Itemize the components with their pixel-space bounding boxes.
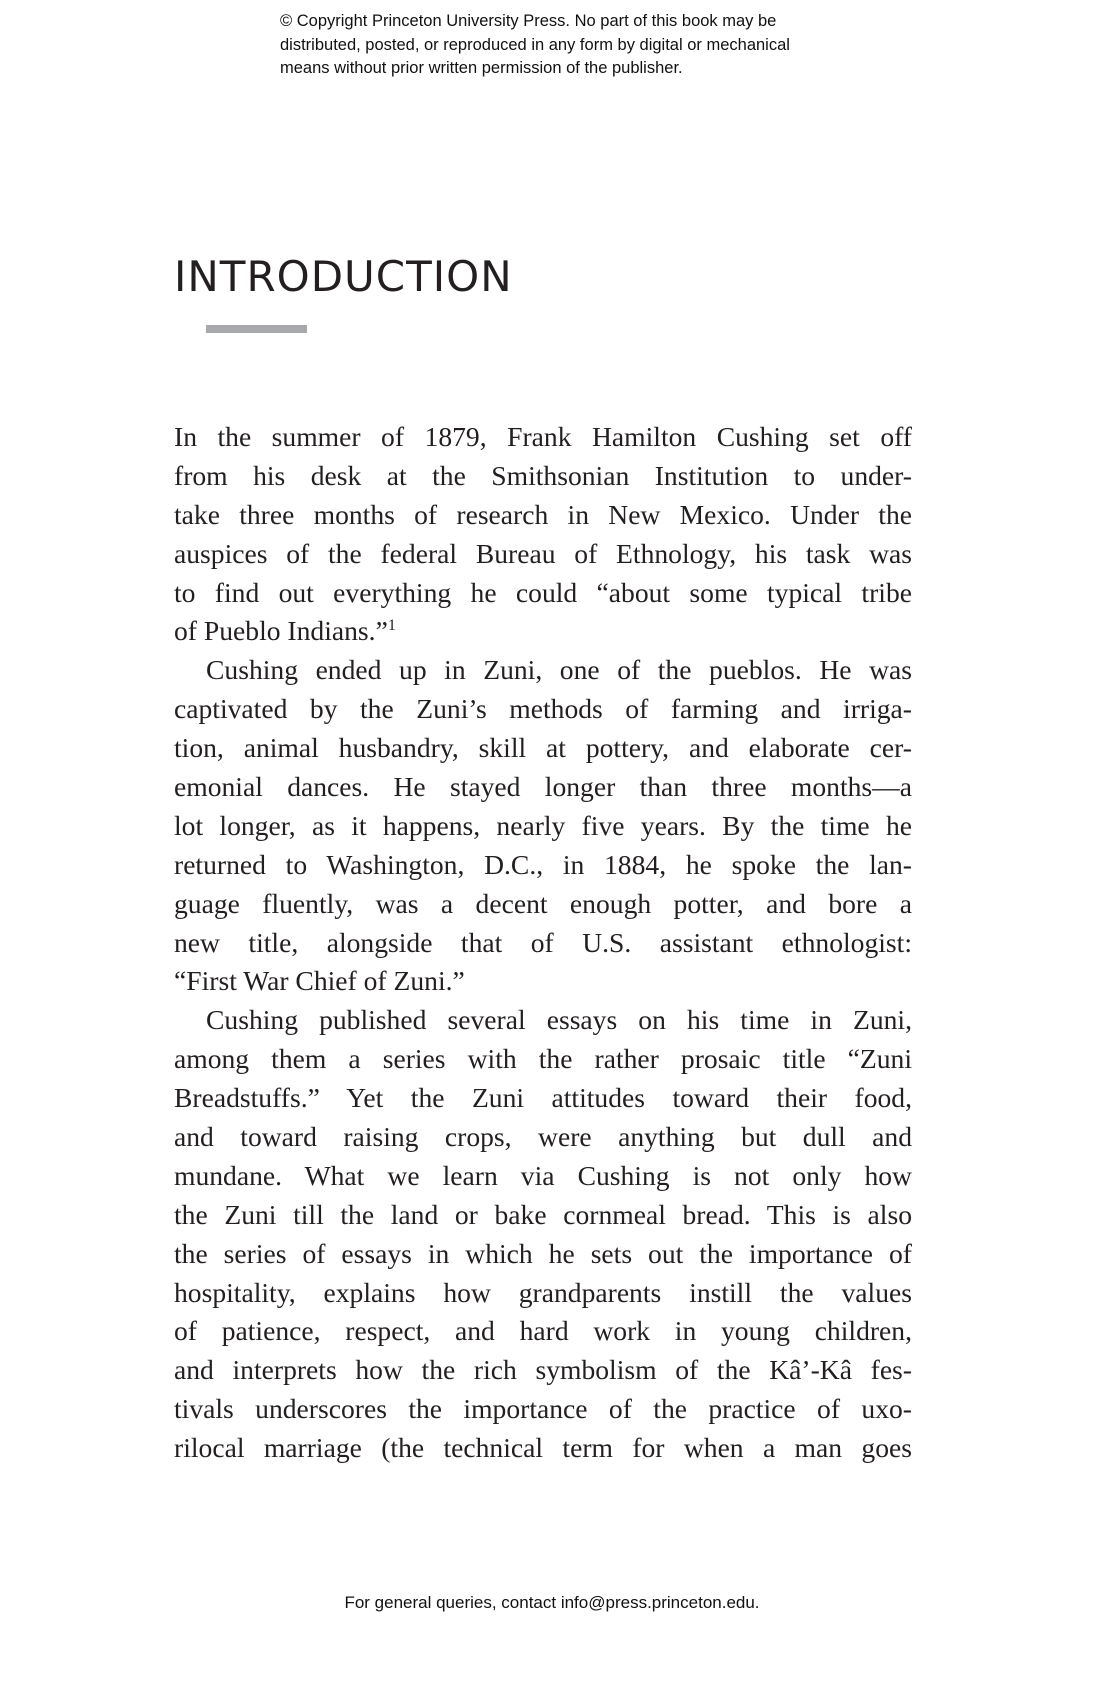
text-line: rilocal marriage (the technical term for when a man goes	[174, 1432, 912, 1464]
text-line-with-footnote	[174, 612, 912, 651]
copyright-notice	[280, 10, 920, 81]
copyright-line: means without prior written permission of the publisher.	[280, 59, 683, 77]
text-line: In the summer of 1879, Frank Hamilton Cushing set off	[174, 421, 912, 452]
text-line: Breadstuffs.” Yet the Zuni attitudes toward their food,	[174, 1082, 912, 1114]
copyright-line: distributed, posted, or reproduced in any form by digital or mechanical	[280, 35, 790, 54]
copyright-line: © Copyright Princeton University Press. No part of this book may be	[280, 12, 777, 30]
body-text	[174, 418, 912, 1468]
text-line: take three months of research in New Mexico. Under the	[174, 498, 912, 530]
text-line: of patience, respect, and hard work in young children,	[174, 1315, 912, 1347]
text-line: the series of essays in which he sets out the importance of	[174, 1237, 912, 1269]
text-line: and toward raising crops, were anything but dull and	[174, 1121, 912, 1153]
text-line: Cushing published several essays on his time in Zuni,	[206, 1004, 912, 1036]
text-line: the Zuni till the land or bake cornmeal bread. This is also	[174, 1198, 912, 1230]
text-line: from his desk at the Smithsonian Institution to under-	[174, 459, 912, 491]
text-line: emonial dances. He stayed longer than three months—a	[174, 771, 912, 803]
text-line: hospitality, explains how grandparents instill the values	[174, 1276, 912, 1308]
text-line: lot longer, as it happens, nearly five years. By the time he	[174, 809, 912, 841]
text-line: among them a series with the rather prosaic title “Zuni	[174, 1043, 912, 1075]
text-line: guage fluently, was a decent enough potter, and bore a	[174, 887, 912, 919]
text-line: captivated by the Zuni’s methods of farming and irriga-	[174, 693, 912, 725]
text-line: returned to Washington, D.C., in 1884, he spoke the lan-	[174, 848, 912, 880]
text-line: auspices of the federal Bureau of Ethnology, his task was	[174, 537, 912, 569]
text-line: Cushing ended up in Zuni, one of the pueblos. He was	[206, 654, 912, 686]
title-rule	[206, 325, 307, 333]
footer-contact: For general queries, contact info@press.princeton.edu.	[344, 1593, 760, 1612]
text-line: “First War Chief of Zuni.”	[174, 965, 465, 997]
text-line: new title, alongside that of U.S. assistant ethnologist:	[174, 926, 912, 958]
text-line: of Pueblo Indians.”	[174, 615, 388, 647]
text-line: mundane. What we learn via Cushing is not only how	[174, 1159, 912, 1191]
text-line: and interprets how the rich symbolism of the Kâ’-Kâ fes-	[174, 1354, 912, 1386]
footnote-reference[interactable]: 1	[387, 617, 396, 635]
text-line: to find out everything he could “about some typical tribe	[174, 576, 912, 608]
chapter-title: INTRODUCTION	[174, 252, 513, 301]
text-line: tion, animal husbandry, skill at pottery, and elaborate cer-	[174, 732, 912, 764]
text-line: tivals underscores the importance of the practice of uxo-	[174, 1393, 912, 1425]
